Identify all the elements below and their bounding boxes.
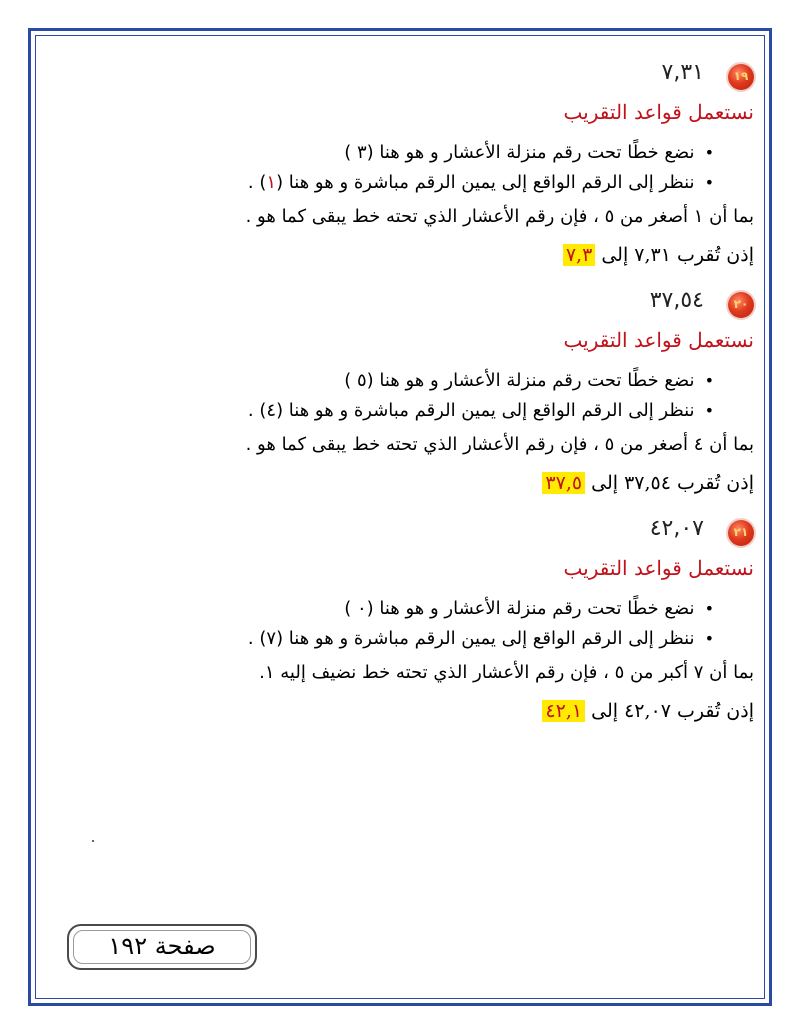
problem-number-badge	[728, 292, 754, 318]
problem-value: ٣٧,٥٤	[649, 288, 704, 313]
badge-number: ٢٠	[733, 297, 749, 311]
problem-header	[48, 512, 754, 552]
reason-text: بما أن ٤ أصغر من ٥ ، فإن رقم الأعشار الذي تحته خط يبقى كما هو .	[245, 434, 754, 455]
rules-heading: نستعمل قواعد التقريب	[563, 556, 754, 580]
problem-number-badge	[728, 64, 754, 90]
stray-dot	[92, 840, 94, 842]
document-content	[48, 48, 754, 748]
page-number-box	[67, 924, 257, 970]
bullet-item: • نضع خطًا تحت رقم منزلة الأعشار و هو هنا (٥ )	[344, 370, 714, 391]
result-line: إذن تُقرب ٤٢,٠٧ إلى ٤٢,١	[542, 700, 754, 722]
page-number-label: صفحة ١٩٢	[108, 932, 216, 960]
bullet-item: • ننظر إلى الرقم الواقع إلى يمين الرقم مباشرة و هو هنا (٧) .	[248, 628, 714, 649]
reason-text: بما أن ١ أصغر من ٥ ، فإن رقم الأعشار الذي تحته خط يبقى كما هو .	[245, 206, 754, 227]
problem-header	[48, 56, 754, 96]
highlighted-digit: ١	[266, 172, 277, 193]
bullet-item: • نضع خطًا تحت رقم منزلة الأعشار و هو هنا (٠ )	[344, 598, 714, 619]
highlighted-digit: ٧	[266, 628, 277, 649]
problem-value: ٤٢,٠٧	[649, 516, 704, 541]
result-highlight: ٣٧,٥	[542, 472, 585, 494]
problem-value: ٧,٣١	[661, 60, 704, 85]
bullet-item: • ننظر إلى الرقم الواقع إلى يمين الرقم مباشرة و هو هنا (٤) .	[248, 400, 714, 421]
highlighted-digit: ٤	[266, 400, 277, 421]
reason-text: بما أن ٧ أكبر من ٥ ، فإن رقم الأعشار الذي تحته خط نضيف إليه ١.	[259, 662, 754, 683]
badge-number: ١٩	[733, 69, 749, 83]
result-line: إذن تُقرب ٧,٣١ إلى ٧,٣	[563, 244, 754, 266]
result-highlight: ٤٢,١	[542, 700, 585, 722]
bullet-item: • نضع خطًا تحت رقم منزلة الأعشار و هو هنا (٣ )	[344, 142, 714, 163]
result-highlight: ٧,٣	[563, 244, 595, 266]
rules-heading: نستعمل قواعد التقريب	[563, 328, 754, 352]
result-line: إذن تُقرب ٣٧,٥٤ إلى ٣٧,٥	[542, 472, 754, 494]
bullet-item: • ننظر إلى الرقم الواقع إلى يمين الرقم مباشرة و هو هنا (١) .	[248, 172, 714, 193]
badge-number: ٢١	[733, 525, 749, 539]
problem-header	[48, 284, 754, 324]
problem-number-badge	[728, 520, 754, 546]
rules-heading: نستعمل قواعد التقريب	[563, 100, 754, 124]
